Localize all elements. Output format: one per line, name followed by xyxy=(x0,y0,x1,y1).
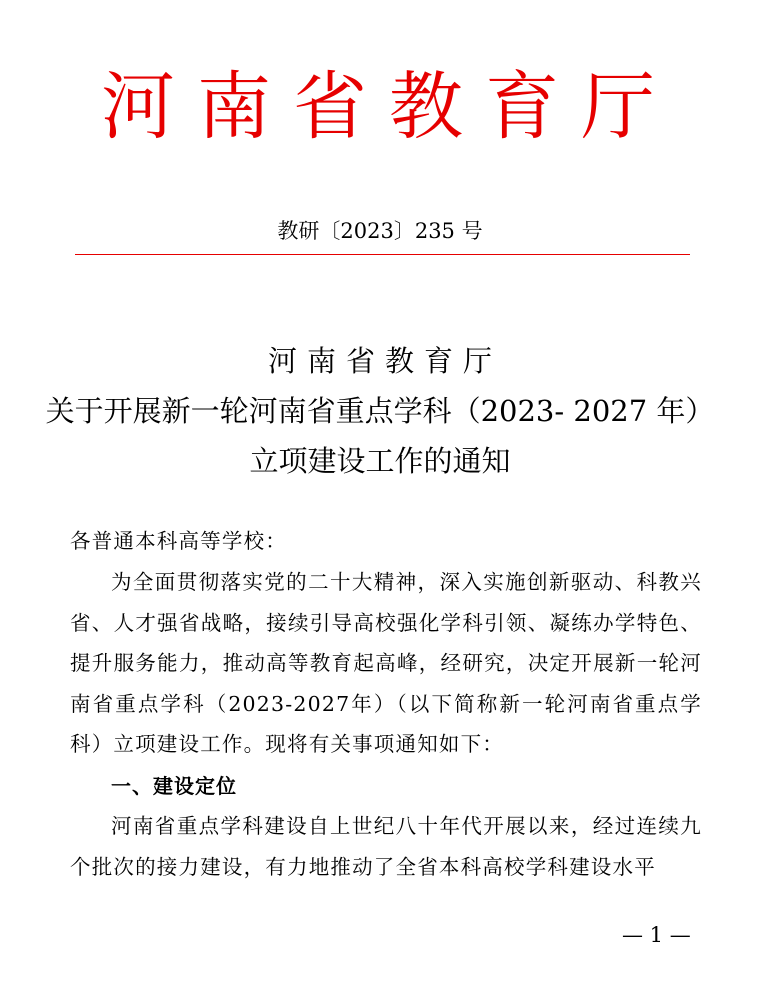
title-line-subject-end: 立项建设工作的通知 xyxy=(249,444,511,478)
intro-paragraph xyxy=(70,562,702,765)
section1-paragraph xyxy=(70,806,702,887)
document-number: 教研〔2023〕235 号 xyxy=(277,219,483,243)
masthead-title: 河南省教育厅 xyxy=(101,64,677,150)
section-heading-positioning: 一、建设定位 xyxy=(111,774,237,798)
notice-title xyxy=(0,336,760,486)
title-line-subject: 关于开展新一轮河南省重点学科（2023- 2027 年） xyxy=(45,394,715,428)
section1-paragraph-text: 河南省重点学科建设自上世纪八十年代开展以来，经过连续九个批次的接力建设，有力地推动了全省本科高校学科建设水平 xyxy=(70,814,702,879)
intro-paragraph-text: 为全面贯彻落实党的二十大精神，深入实施创新驱动、科教兴省、人才强省战略，接续引导高校强化学科引领、凝练办学特色、提升服务能力，推动高等教育起高峰，经研究，决定开展新一轮河南省重点学科（2023-2027年）（以下简称新一轮河南省重点学科）立项建设工作。现将有关事项通知如下： xyxy=(70,570,702,756)
salutation: 各普通本科高等学校： xyxy=(70,529,287,553)
title-line-issuer: 河南省教育厅 xyxy=(267,344,502,378)
page-number: — 1 — xyxy=(622,923,691,947)
red-divider-line xyxy=(75,254,690,255)
